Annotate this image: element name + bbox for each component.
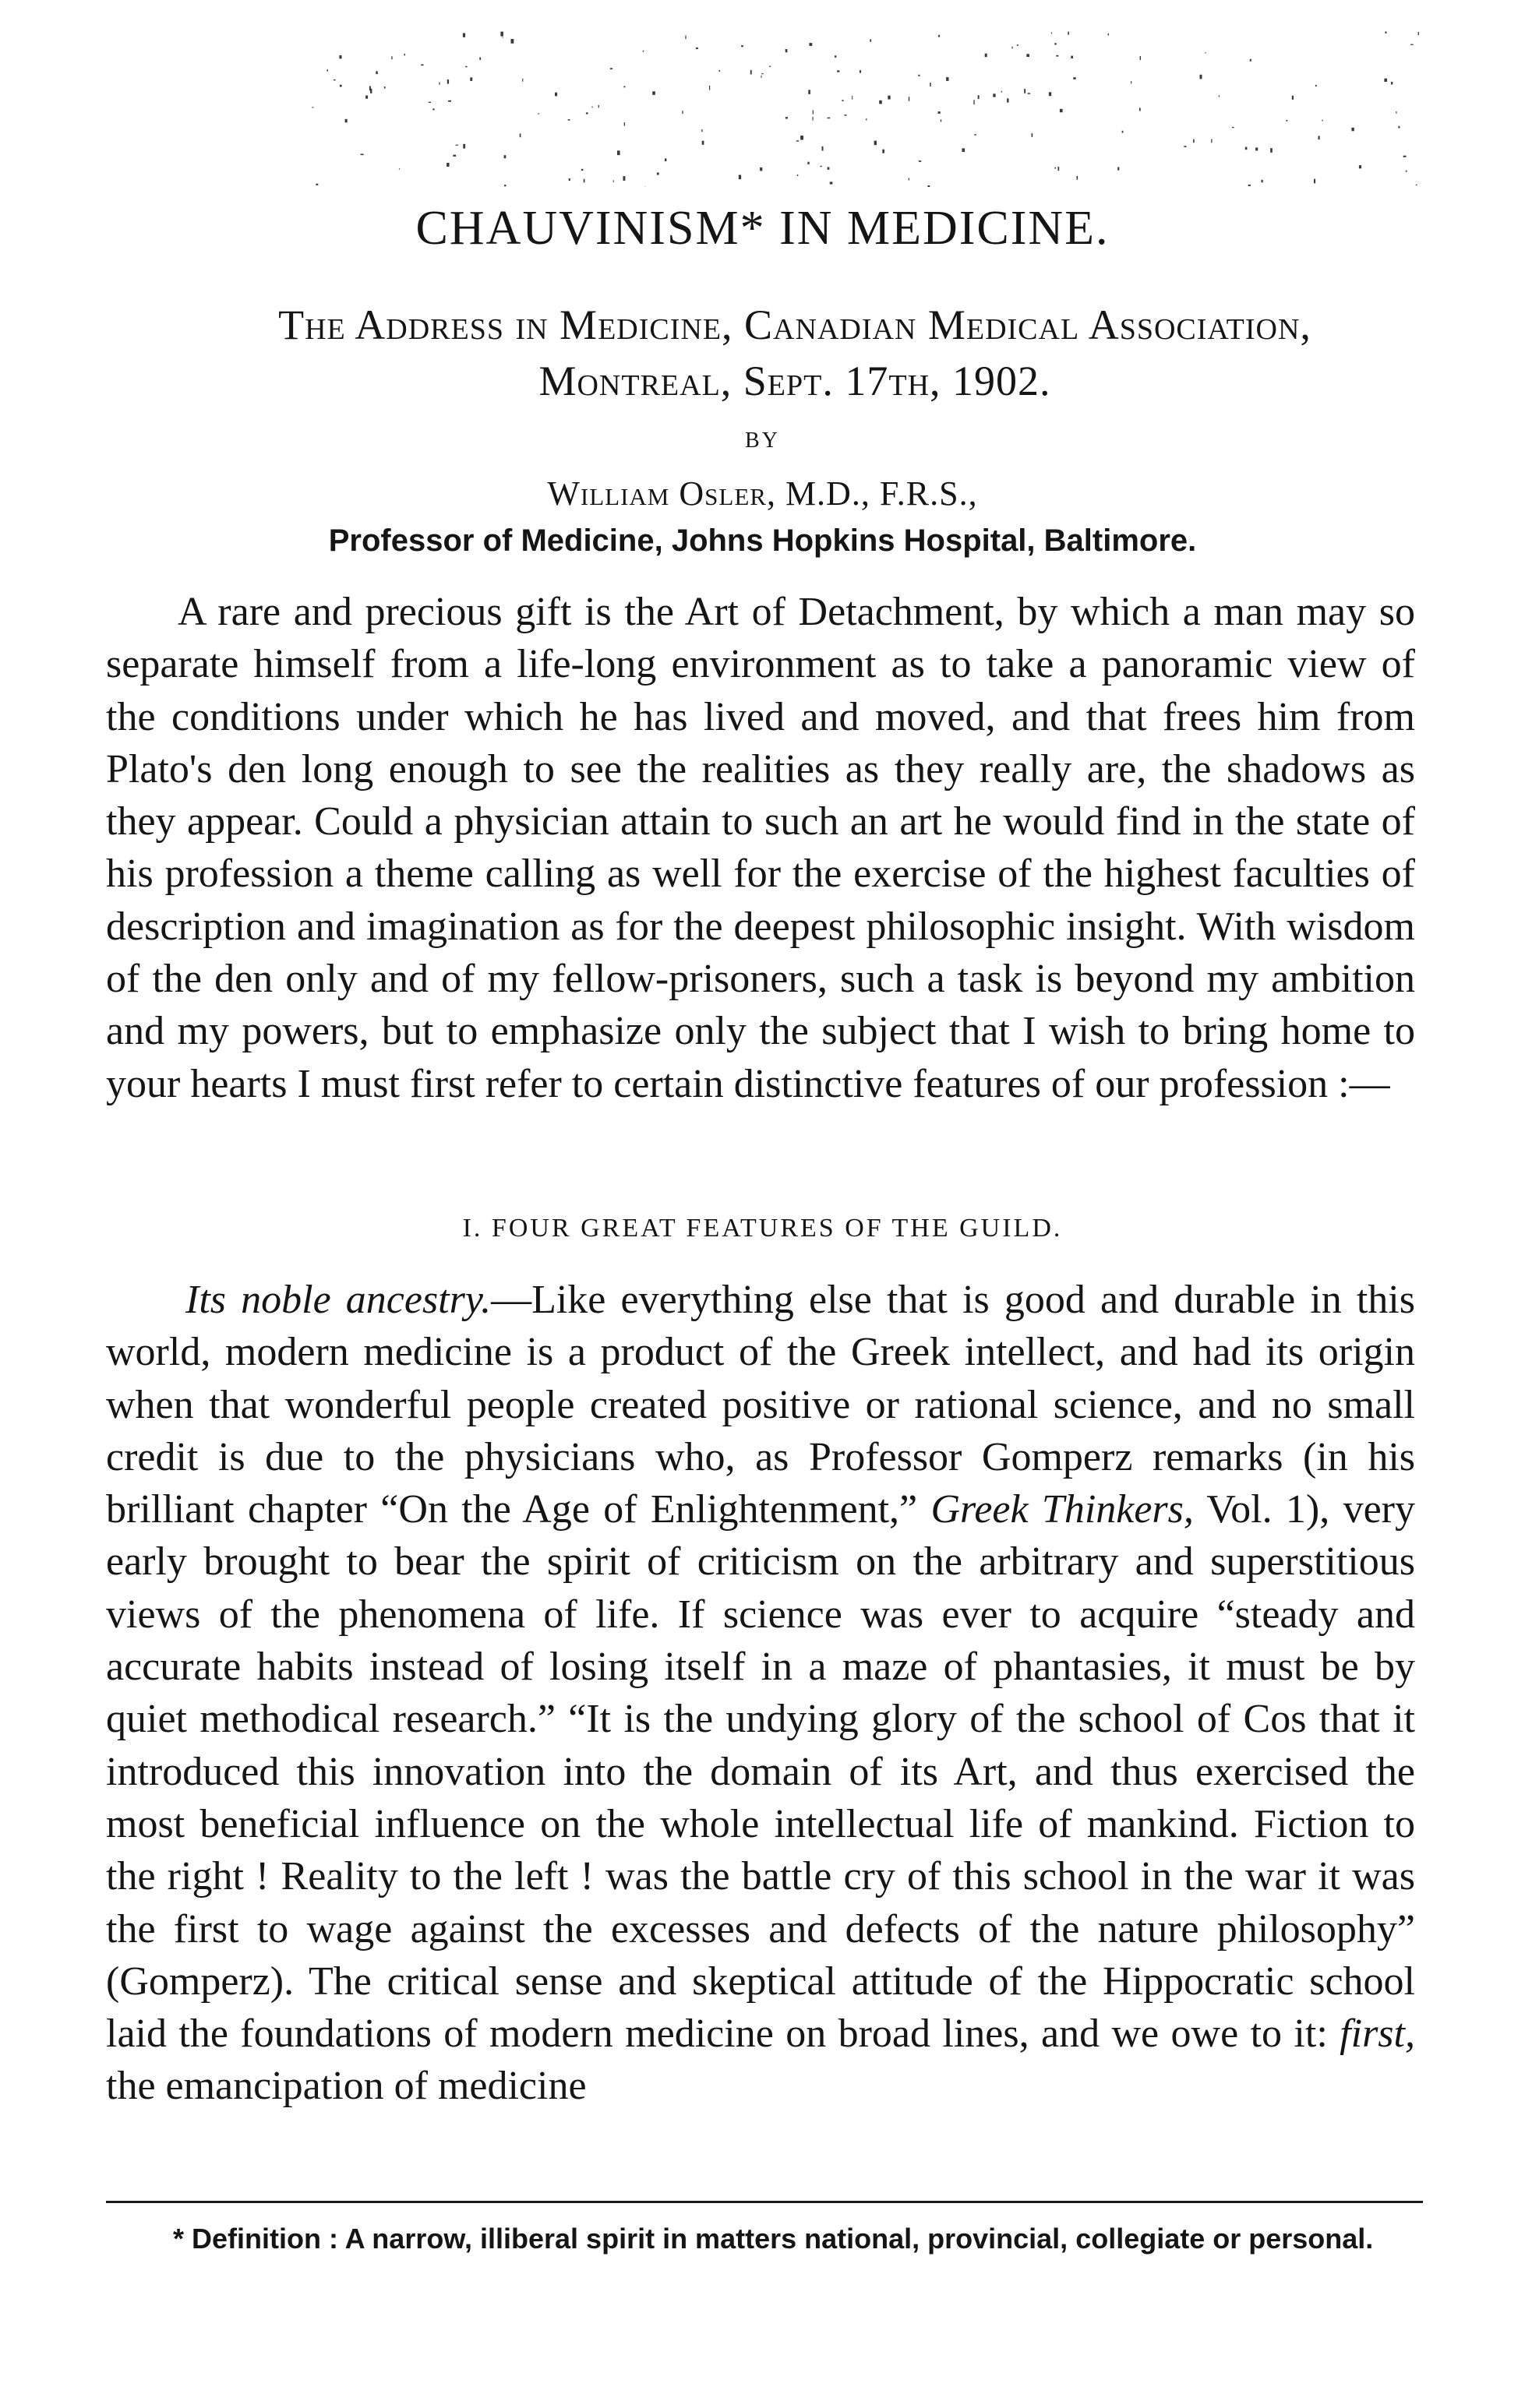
footnote: * Definition : A narrow, illiberal spirit in matters national, provincial, collegiate or personal. [173, 2223, 1374, 2255]
book-title: Greek Thinkers, [930, 1487, 1194, 1532]
ancestry-text-part1: —Like everything else that is good and durable in this world, modern medicine is a product of the Greek intellect, and had its origin when that wonderful people created positive or rational science, and no small credit is due to the physicians who, as Professor Gomperz remarks (in his brilliant chapter “On the Age of Enlightenment,” [106, 1278, 1415, 1532]
section-heading: I. FOUR GREAT FEATURES OF THE GUILD. [462, 1214, 1063, 1243]
scan-noise-specks [312, 31, 1442, 187]
address-subtitle: The Address in Medicine, Canadian Medical Association, [278, 301, 1311, 348]
article-title: CHAUVINISM* IN MEDICINE. [415, 202, 1110, 255]
ancestry-paragraph [106, 1274, 1415, 2113]
first-emphasis: first, [1340, 2011, 1415, 2057]
address-location-date: Montreal, Sept. 17th, 1902. [538, 358, 1051, 404]
author-affiliation: Professor of Medicine, Johns Hopkins Hospital, Baltimore. [328, 524, 1197, 558]
ancestry-text-part2: Vol. 1), very early brought to bear the spirit of criticism on the arbitrary and superstitious views of the phenomena of life. If science was ever to acquire “steady and accurate habits instead of losing itself in a maze of phantasies, it must be by quiet methodical research.” “It is the undying glory of the school of Cos that it introduced this innovation into the domain of its Art, and thus exercised the most beneficial influence on the whole intellectual life of mankind. Fiction to the right ! Reality to the left ! was the battle cry of this school in the war it was the first to wage against the excesses and defects of the nature philosophy” (Gomperz). The critical sense and skeptical attitude of the Hippocratic school laid the foundations of modern medicine on broad lines, and we owe to it: [106, 1487, 1415, 2057]
ancestry-text-part3: the emancipation of medicine [106, 2064, 587, 2109]
byline-label: BY [745, 428, 780, 453]
intro-paragraph: A rare and precious gift is the Art of Detachment, by which a man may so separate himself from a life-long environment as to take a panoramic view of the conditions under which he has lived and moved, and that frees him from Plato's den long enough to see the realities as they really are, the shadows as they appear. Could a physician attain to such an art he would find in the state of his profession a theme calling as well for the exercise of the highest faculties of description and imagination as for the deepest philosophic insight. With wisdom of the den only and of my fellow-prisoners, such a task is beyond my ambition and my powers, but to emphasize only the subject that I wish to bring home to your hearts I must first refer to certain distinctive features of our profession :— [106, 590, 1415, 1106]
footnote-divider [106, 2201, 1423, 2203]
author-name: William Osler, M.D., F.R.S., [547, 474, 978, 513]
ancestry-lead: Its noble ancestry. [185, 1278, 492, 1322]
